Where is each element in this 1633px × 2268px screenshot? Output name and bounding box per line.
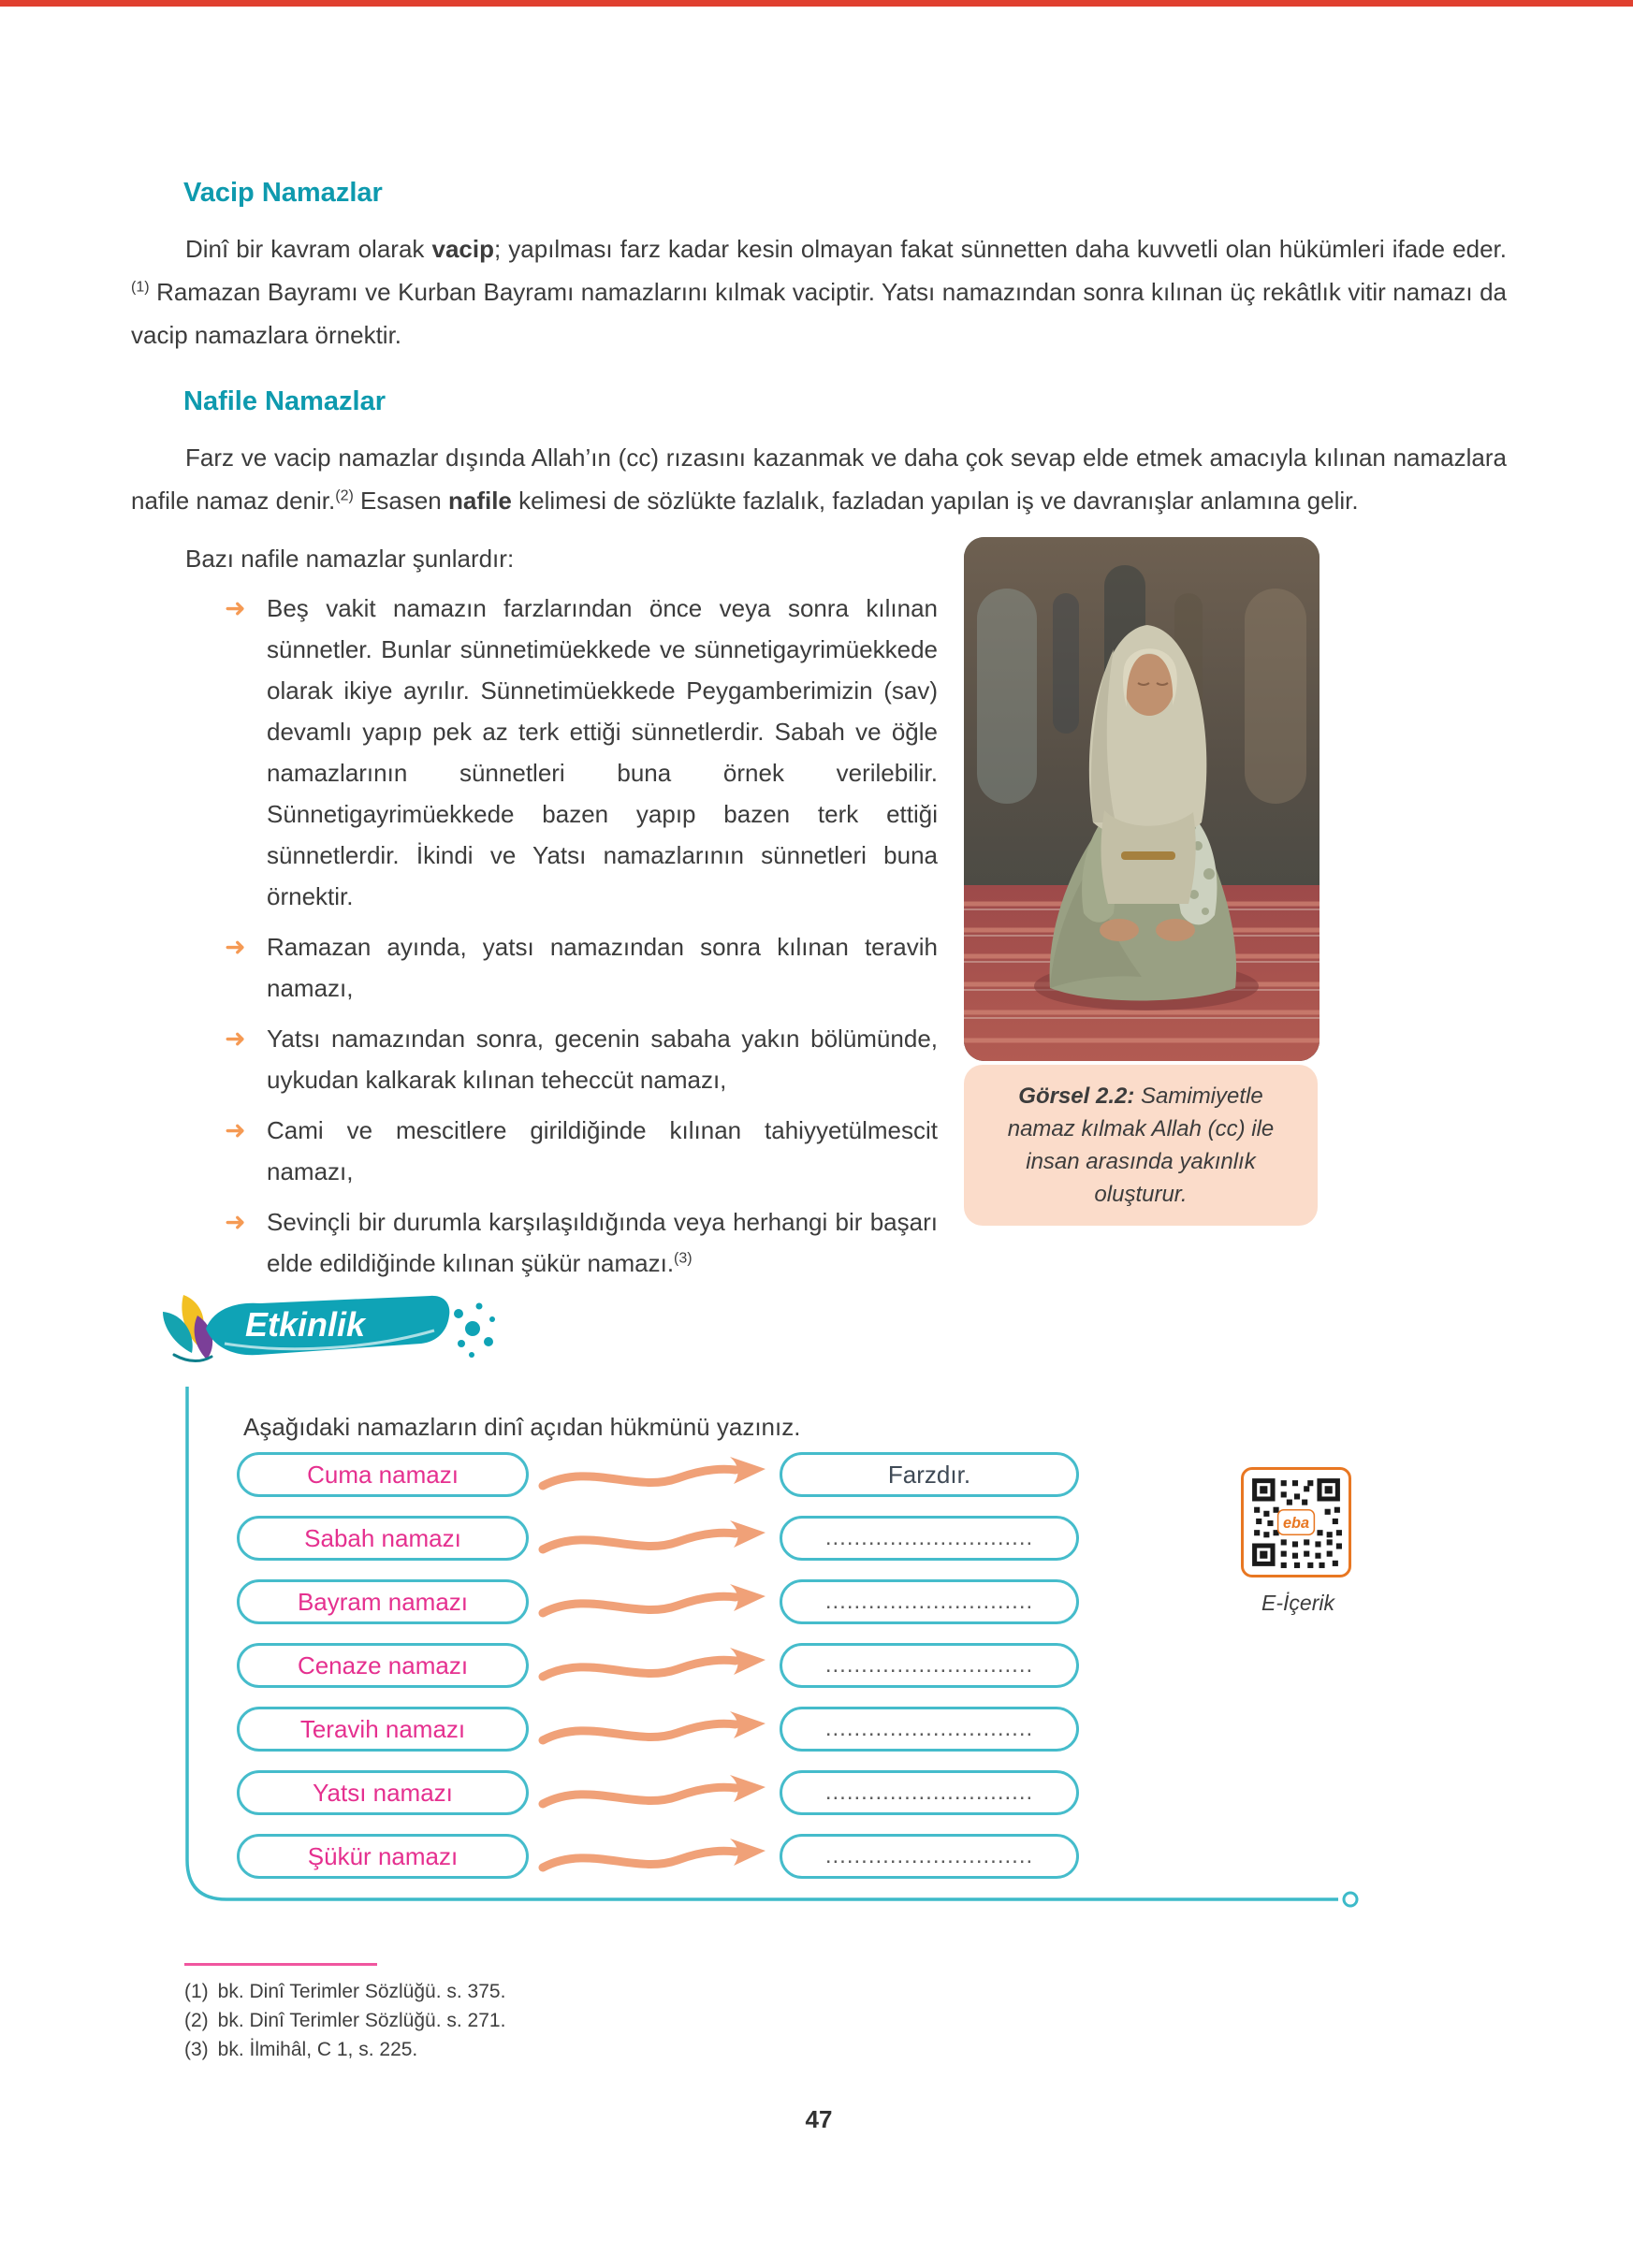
- prayer-photo: [964, 537, 1320, 1061]
- footnote-ref-3: (3): [674, 1250, 693, 1267]
- footnote-text: bk. Dinî Terimler Sözlüğü. s. 375.: [217, 1981, 506, 2002]
- eba-qr-code: [1241, 1467, 1351, 1577]
- activity-instruction: Aşağıdaki namazların dinî açıdan hükmünü yazınız.: [243, 1413, 801, 1441]
- footnote-marker: (2): [184, 2010, 209, 2031]
- match-row-bayram: [237, 1579, 1079, 1624]
- bullet-text: Ramazan ayında, yatsı namazından sonra kılınan teravih namazı,: [267, 933, 938, 1002]
- arrow-bullet-icon: ➜: [225, 933, 246, 961]
- bullet-item-teheccut: [131, 1018, 938, 1100]
- footnotes-block: [131, 1963, 1507, 2064]
- prayer-name-pill: Bayram namazı: [237, 1579, 529, 1624]
- bullet-text: Cami ve mescitlere girildiğinde kılınan tahiyyetülmescit namazı,: [267, 1116, 938, 1185]
- feather-decoration-icon: [163, 1295, 212, 1361]
- figure-gorsel-2-2: [964, 537, 1320, 1226]
- prayer-name-pill: Teravih namazı: [237, 1707, 529, 1752]
- nafile-list-column: [131, 537, 938, 1293]
- activity-badge-label: Etkinlik: [245, 1305, 366, 1344]
- footnote-divider: [184, 1963, 377, 1966]
- page-content: [131, 0, 1507, 2134]
- prayer-name-pill: Şükür namazı: [237, 1834, 529, 1879]
- text-run: Esasen: [353, 487, 448, 515]
- econtent-block: [1241, 1467, 1355, 1616]
- footnote-marker: (1): [184, 1981, 209, 2002]
- arrow-bullet-icon: ➜: [225, 1025, 246, 1053]
- text-run: Sevinçli bir durumla karşılaşıldığında veya herhangi bir başarı elde edildiğinde kılınan şükür namazı.: [267, 1208, 938, 1277]
- prayer-name-pill: Cuma namazı: [237, 1452, 529, 1497]
- match-arrow-icon: [536, 1645, 772, 1686]
- bullet-item-sukur: [131, 1201, 938, 1284]
- match-arrow-icon: [536, 1581, 772, 1622]
- figure-caption: [964, 1065, 1318, 1226]
- text-run: Farz ve vacip namazlar dışında Allah’ın (cc) rızasını kazanmak ve daha çok sevap elde etmek amacıyla kılınan namazlara nafile namaz denir.: [131, 443, 1507, 515]
- bullet-text: Beş vakit namazın farzlarından önce veya sonra kılınan sünnetler. Bunlar sünnetimüekkede ve sünnetigayrimüekkede olarak ikiye ayrılır. Sünnetimüekkede Peygamberimizin (sav) devamlı yapıp pek az terk ettiği sünnetlerdir. Sabah ve öğle namazlarının sünnetleri buna örnek verilebilir. Sünnetigayrimüekkede bazen yapıp bazen terk ettiği sünnetlerdir. İkindi ve Yatsı namazlarının sünnetleri buna örnektir.: [267, 594, 938, 910]
- footnote-ref-2: (2): [335, 487, 354, 504]
- text-run: Ramazan Bayramı ve Kurban Bayramı namazlarını kılmak vaciptir. Yatsı namazından sonra kılınan üç rekâtlık vitir namazı da vacip namazlara örnektir.: [131, 278, 1507, 349]
- eba-logo: eba: [1282, 1515, 1310, 1533]
- figure-caption-label: Görsel 2.2:: [1018, 1083, 1135, 1109]
- paragraph-nafile: [131, 436, 1507, 522]
- bold-term-nafile: nafile: [447, 487, 512, 515]
- prayer-name-pill: Yatsı namazı: [237, 1770, 529, 1815]
- match-row-yatsi: [237, 1770, 1079, 1815]
- bullet-text: Yatsı namazından sonra, gecenin sabaha yakın bölümünde, uykudan kalkarak kılınan teheccüt namazı,: [267, 1025, 938, 1094]
- arrow-bullet-icon: ➜: [225, 1208, 246, 1236]
- etkinlik-ribbon: [206, 1296, 449, 1355]
- two-column-block: [131, 537, 1507, 1293]
- answer-pill[interactable]: .............................: [780, 1770, 1079, 1815]
- match-arrow-icon: [536, 1518, 772, 1559]
- answer-pill[interactable]: .............................: [780, 1516, 1079, 1561]
- match-row-sabah: [237, 1516, 1079, 1561]
- match-arrow-icon: [536, 1772, 772, 1813]
- bold-term-vacip: vacip: [431, 235, 494, 263]
- figure-column: [964, 537, 1320, 1293]
- footnote-text: bk. Dinî Terimler Sözlüğü. s. 271.: [217, 2010, 506, 2031]
- footnote-3: [184, 2035, 1507, 2064]
- answer-pill[interactable]: .............................: [780, 1834, 1079, 1879]
- text-run: kelimesi de sözlükte fazlalık, fazladan yapılan iş ve davranışlar anlamına gelir.: [511, 487, 1359, 515]
- answer-pill[interactable]: Farzdır.: [780, 1452, 1079, 1497]
- sparkle-dots-icon: [454, 1303, 495, 1359]
- activity-section: [131, 1293, 1507, 1939]
- match-row-cenaze: [237, 1643, 1079, 1688]
- arrow-bullet-icon: ➜: [225, 1116, 246, 1144]
- match-row-cuma: [237, 1452, 1079, 1497]
- answer-pill[interactable]: .............................: [780, 1643, 1079, 1688]
- match-arrow-icon: [536, 1708, 772, 1750]
- bullet-item-teravih: [131, 926, 938, 1009]
- match-arrow-icon: [536, 1836, 772, 1877]
- bullet-item-tahiyyetulmescit: [131, 1110, 938, 1192]
- text-run: ; yapılması farz kadar kesin olmayan fakat sünnetten daha kuvvetli olan hükümleri ifade eder.: [493, 235, 1507, 263]
- figure-caption-text: Samimiyetle namaz kılmak Allah (cc) ile insan arasında yakınlık oluşturur.: [1007, 1083, 1275, 1207]
- footnote-marker: (3): [184, 2039, 209, 2060]
- arrow-bullet-icon: ➜: [225, 594, 246, 622]
- prayer-photo-illustration: [964, 537, 1320, 1061]
- heading-vacip-namazlar: Vacip Namazlar: [183, 178, 383, 208]
- econtent-label: E-İçerik: [1261, 1591, 1334, 1615]
- match-row-teravih: [237, 1707, 1079, 1752]
- bullet-list-intro: Bazı nafile namazlar şunlardır:: [185, 545, 515, 573]
- heading-nafile-namazlar: Nafile Namazlar: [183, 386, 386, 416]
- footnote-text: bk. İlmihâl, C 1, s. 225.: [217, 2039, 418, 2060]
- bullet-text: [267, 1208, 938, 1277]
- activity-badge: [148, 1287, 503, 1387]
- prayer-name-pill: Cenaze namazı: [237, 1643, 529, 1688]
- answer-pill[interactable]: .............................: [780, 1579, 1079, 1624]
- match-arrow-icon: [536, 1454, 772, 1495]
- text-run: Dinî bir kavram olarak: [185, 235, 432, 263]
- match-row-sukur: [237, 1834, 1079, 1879]
- footnote-ref-1: (1): [131, 279, 150, 296]
- bullet-item-sunnet: [131, 588, 938, 917]
- answer-pill[interactable]: .............................: [780, 1707, 1079, 1752]
- footnote-1: [184, 1977, 1507, 2006]
- paragraph-vacip: [131, 227, 1507, 356]
- footnote-2: [184, 2006, 1507, 2035]
- page-number: 47: [805, 2105, 833, 2133]
- prayer-name-pill: Sabah namazı: [237, 1516, 529, 1561]
